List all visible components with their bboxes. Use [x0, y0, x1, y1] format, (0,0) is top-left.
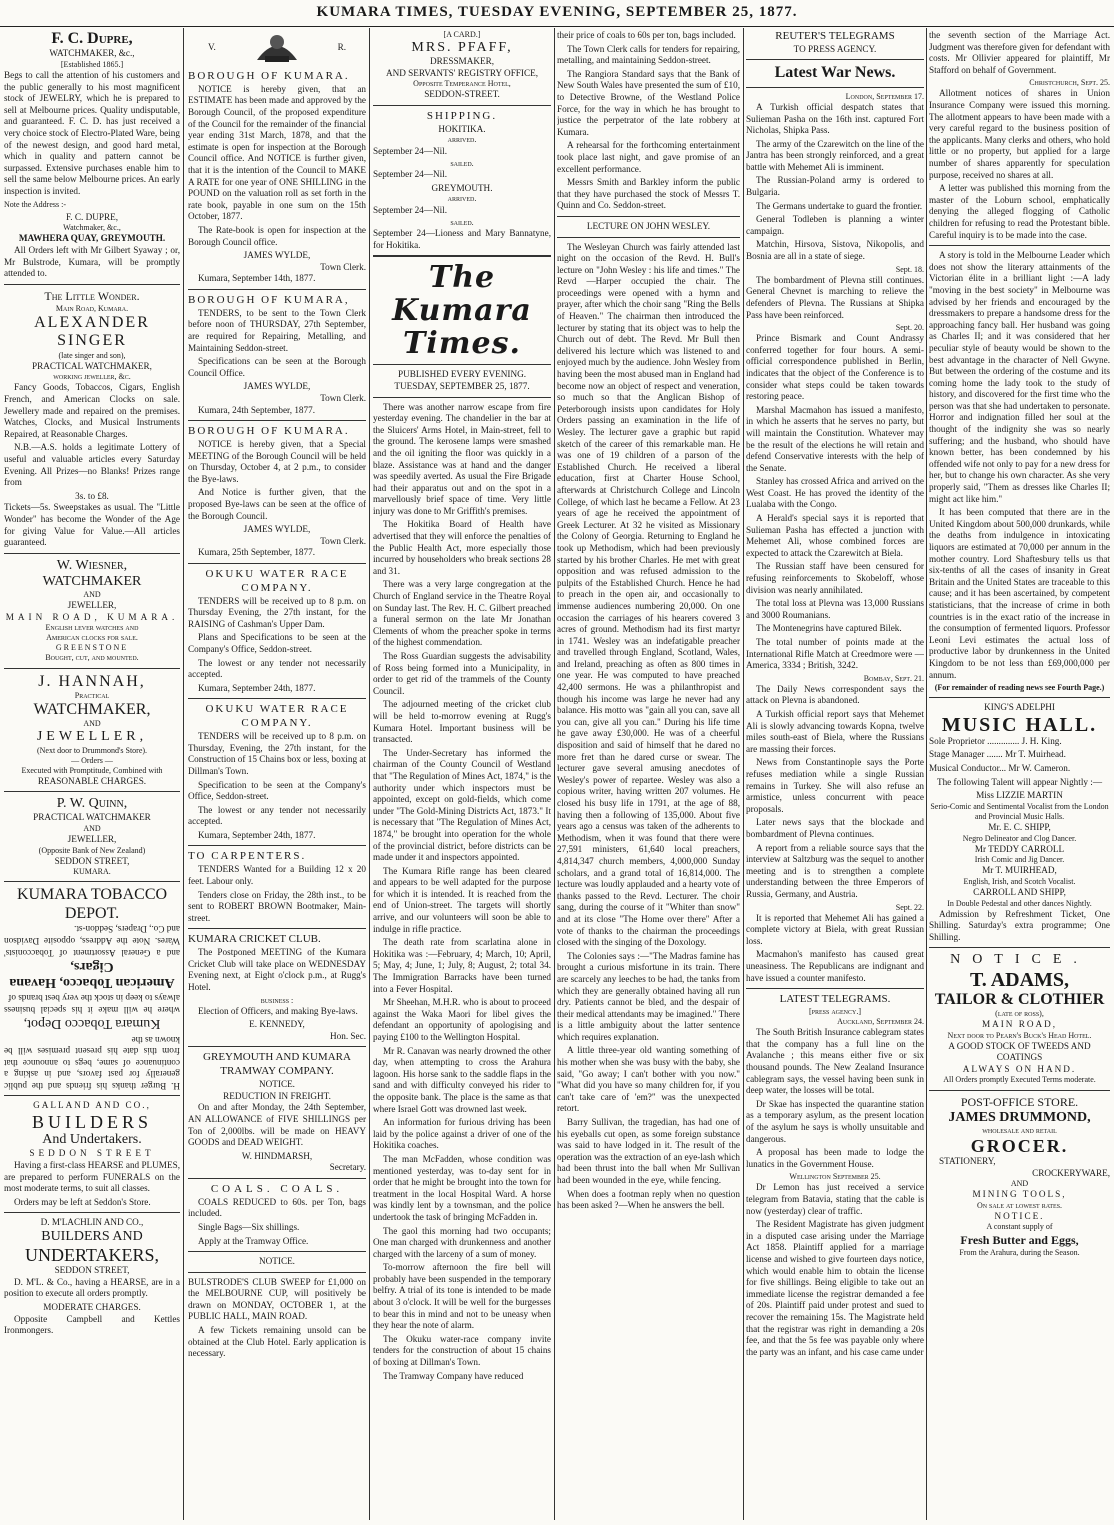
divider: [929, 947, 1110, 948]
news-paragraph: A proposal has been made to lodge the lunatics in the Government House.: [746, 1147, 924, 1169]
divider: [188, 420, 366, 421]
notice-text: Tenders close on Friday, the 28th inst., to be sent to ROBERT BROWN Bootmaker, Main-street.: [188, 889, 366, 923]
dateline: Sept. 22.: [895, 902, 924, 912]
ad-hall-title: KING'S ADELPHI: [984, 702, 1055, 713]
divider: [188, 1272, 366, 1273]
ad-pfaff-trade: DRESSMAKER,: [429, 56, 495, 67]
shipping-label: arrived.: [447, 194, 477, 204]
news-paragraph: The death rate from scarlatina alone in Hokitika was :—February, 4; March, 10; April, 5; May, 4; June, 1; July, 8; August, 2; total 34. The Immigration Barracks have been turned into a Fever Hospital.: [373, 937, 551, 994]
ad-po-title: POST-OFFICE STORE.: [960, 1094, 1079, 1109]
notice-title: GREYMOUTH AND KUMARA TRAMWAY COMPANY.: [203, 1051, 351, 1078]
ad-singer-trade2: working jeweller, &c.: [53, 372, 131, 382]
card-label: [A CARD.]: [443, 30, 481, 39]
crest-letter: R.: [337, 42, 346, 52]
ad-tobacco-text: where he will make it his special business always to keep in stock the very best brands of: [4, 993, 180, 1016]
ad-galland-addr: SEDDON STREET: [29, 1148, 155, 1159]
ad-dupre-addr: Watchmaker, &c.,: [63, 223, 121, 233]
news-paragraph: A rehearsal for the forthcoming entertainment took place last night, and gave promise of an excellent performance.: [557, 140, 740, 174]
notice-title: OKUKU WATER RACE COMPANY.: [205, 703, 349, 730]
column-5: [746, 30, 924, 1520]
notice-heading: NOTICE.: [950, 952, 1089, 968]
news-paragraph: The adjourned meeting of the cricket club will be held to-morrow evening at Rugg's Kumara Hotel. Important business will be transacted.: [373, 699, 551, 745]
ad-wiesner-line: Bought, cut, and mounted.: [45, 653, 139, 663]
notice-title: BOROUGH OF KUMARA,: [188, 293, 350, 306]
news-paragraph: Macmahon's manifesto has caused great uneasiness. The Republicans are indignant and have issued a counter manifesto.: [746, 949, 924, 983]
notice-title: OKUKU WATER RACE COMPANY.: [205, 567, 349, 594]
news-paragraph: The Russian staff have been censured for refusing reinforcements to Skobeloff, whose division was nearly annihilated.: [746, 561, 924, 595]
ad-po-grocer: GROCER.: [970, 1135, 1069, 1156]
news-paragraph: To-morrow afternoon the fire bell will probably have been suspended in the temporary belfry. A trial of its tone is intended to be made about 3 o'clock. It will be well for the burgesses to bear this in mind and not to be uneasy when they hear the note of alarm.: [373, 1262, 551, 1331]
divider: [4, 553, 180, 554]
ad-hall-staff: Musical Conductor... Mr W. Cameron.: [929, 763, 1071, 773]
notice-title: BOROUGH OF KUMARA.: [188, 425, 350, 438]
ad-dupre-addr: F. C. DUPRE,: [65, 211, 119, 222]
ad-singer-prize: 3s. to £8.: [75, 490, 109, 501]
section-heading: LECTURE ON JOHN WESLEY.: [586, 220, 711, 231]
shipping-label: arrived.: [447, 135, 477, 145]
ad-pfaff-addr: Opposite Temperance Hotel,: [413, 79, 511, 89]
ad-hannah-trade: WATCHMAKER,: [33, 700, 151, 718]
notice-signature: E. KENNEDY,: [249, 1019, 305, 1030]
divider: [4, 668, 180, 669]
news-paragraph: Prince Bismark and Count Andrassy conferred together for four hours. A semi-official correspondence published in Berlin, indicates that the object of the Conference is to consider what steps could be taken towards restoring peace.: [746, 333, 924, 402]
news-paragraph: Stanley has crossed Africa and arrived on the West Coast. He has proved the identity of the Lualaba with the Congo.: [746, 476, 924, 510]
shipping-label: sailed.: [450, 159, 474, 169]
section-subheading: TO PRESS AGENCY.: [793, 43, 877, 54]
ad-adams-hand: ALWAYS ON HAND.: [962, 1063, 1077, 1074]
divider: [188, 928, 366, 929]
divider: [188, 698, 366, 699]
news-paragraph: A letter was published this morning from the master of the Loburn school, emphatically denying the alleged flogging of Catholic children for refusing to read the Protestant bible. Careful inquiry is to be made into the case.: [929, 183, 1110, 240]
royal-crest-icon: [247, 30, 307, 64]
ad-po-stat: STATIONERY,: [939, 1155, 996, 1166]
ad-po-from: From the Arahura, during the Season.: [959, 1247, 1080, 1257]
ad-tobacco-text: Kumara Tobacco Depot,: [23, 1016, 161, 1032]
ad-hannah-name: J. HANNAH,: [38, 672, 146, 690]
news-paragraph: The total number of points made at the International Rifle Match at Creedmore were —America, 3334 ; British, 3242.: [746, 637, 924, 671]
divider: [4, 791, 180, 792]
ad-hannah-trade2: JEWELLER,: [36, 729, 148, 745]
ad-quinn-opp: (Opposite Bank of New Zealand): [38, 845, 146, 855]
ad-tobacco-upside-down: [4, 923, 180, 1091]
news-paragraph: Dr Skae has inspected the quarantine station as a temporary asylum, as the present location of the asylum he says is wholly unsuitable and dangerous.: [746, 1098, 924, 1144]
news-paragraph: It has been computed that there are in the United Kingdom about 500,000 drunkards, while the deaths from indulgence in intoxicating liquors are estimated at 70,000 per annum in the mother country. Lord Shaftesbury tells us that six-tenths of all the cases of insanity in Great Britain and the United States are traceable to this cause; and it has been ascertained, by competent statisticians, that the increase of crime in both countries is in the exact ratio of the increase in the consumption of fermented liquors. Professor Leoni Levi estimates the actual loss of productive labor by drunkenness in the United Kingdom to be not less than £69,000,000 per annum.: [929, 507, 1110, 680]
divider: [188, 563, 366, 564]
newspaper-title: The Kumara Times.: [392, 260, 532, 362]
notice-heading: REDUCTION IN FREIGHT.: [223, 1090, 331, 1101]
notice-text: NOTICE is hereby given, that a Special MEETING of the Borough Council will be held on Thursday, October 4, at 2 p.m., to consider the Bye-laws.: [188, 439, 366, 484]
news-paragraph: The Okuku water-race company invite tenders for the construction of about 15 chains of boxing at Dillman's Town.: [373, 1333, 551, 1368]
news-paragraph: A Herald's special says it is reported that Sulieman Pasha has effected a junction with Mehemet Ali, whose combined forces are expected to attack the Czarewitch at Biela.: [746, 513, 924, 558]
notice-text: Specifications can be seen at the Borough Council Office.: [188, 356, 366, 378]
ad-quinn-trade2: JEWELLER,: [67, 834, 117, 845]
ad-hannah-and: AND: [83, 719, 101, 729]
divider: [4, 284, 180, 285]
ad-wiesner-line: English lever watches and: [45, 623, 139, 633]
ad-dupre-trade: WATCHMAKER, &c.,: [49, 48, 135, 59]
ad-adams-next: Next door to Pearn's Buck's Head Hotel.: [947, 1030, 1092, 1040]
divider: [188, 289, 366, 290]
news-paragraph: Dr Lemon has just received a service telegram from Batavia, stating that the cable is now (yesterday) clear of traffic.: [746, 1182, 924, 1216]
column-rule: [743, 28, 744, 1520]
newspaper-subtitle: PUBLISHED EVERY EVENING.: [397, 369, 527, 380]
news-paragraph: A report from a reliable source says that the interview at Saltzburg was the sequel to another meeting and is to strengthen a complete understanding between the three Emperors of Russia, Germany, and Austria.: [746, 842, 924, 899]
notice-signature: JAMES WYLDE,: [243, 524, 311, 535]
dateline: Sept. 20.: [895, 323, 924, 333]
notice-date: Kumara, September 24th, 1877.: [198, 829, 316, 840]
ad-hannah-exec: Executed with Promptitude, Combined with: [21, 765, 163, 775]
news-paragraph: When does a footman reply when no question has been asked ?—When he answers the bell.: [557, 1188, 740, 1211]
ad-mlachlin-trade: BUILDERS AND: [41, 1228, 143, 1244]
ad-po-notice: NOTICE.: [994, 1210, 1045, 1221]
notice-text: TENDERS will be received up to 8 p.m. on Thursday, Evening, the 27th instant, for the Construction of 15 Chains box or less, boxing at Dillman's Town.: [188, 731, 366, 776]
ad-mlachlin-charges: MODERATE CHARGES.: [43, 1301, 141, 1312]
shipping-line: September 24—Nil.: [373, 145, 447, 156]
notice-title: COALS. COALS.: [210, 1182, 344, 1195]
news-paragraph: A little three-year old wanting something of his mother when she was busy with the baby, she said, "Go away; I can't bother with you now." "What did you have so many children for, if you can't take care of 'em?" was the unexpected retort.: [557, 1045, 740, 1114]
notice-text: The lowest or any tender not necessarily accepted.: [188, 657, 366, 680]
ad-adams-orders: All Orders promptly Executed Terms moderate.: [943, 1075, 1096, 1085]
section-subheading: [press agency.]: [808, 1007, 861, 1017]
column-6: [929, 30, 1110, 1520]
news-paragraph: Mr R. Canavan was nearly drowned the other day, when attempting to cross the Arahura lagoon. His horse sank to the saddle flaps in the sand and with difficulty conveyed his rider to the opposite bank. The place is the same as that where Israel Gott was drowned last week.: [373, 1045, 551, 1114]
news-paragraph: The gaol this morning had two occupants; One man charged with drunkenness and another charged with the larceny of a sum of money.: [373, 1225, 551, 1259]
ad-galland-orders: Orders may be left at Seddon's Store.: [14, 1196, 151, 1207]
divider: [929, 245, 1110, 246]
ad-hall-artist: Mr. E. C. SHIPP,: [988, 821, 1051, 832]
divider: [929, 697, 1110, 698]
ad-singer-nb: N.B.—A.S. holds a legitimate Lottery of useful and valuable articles every Saturday Evening. All Prizes—no Blanks! Prizes range from: [4, 442, 180, 488]
notice-text: business :: [260, 995, 294, 1005]
column-rule: [183, 28, 184, 1520]
news-paragraph: Mr Sheehan, M.H.R. who is about to proceed against the Waka Maori for libel gives the defendant an opportunity of apologising and paying £100 to the Wellington Hospital.: [373, 997, 551, 1043]
ad-tobacco-text: H. Burger thanks his friends and the public generally for past favors, and in asking a continuance of same, begs to announce that from this date his present premises will be known as the: [4, 1035, 180, 1092]
ad-singer-trade: PRACTICAL WATCHMAKER,: [32, 360, 152, 371]
news-paragraph: The army of the Czarewitch on the line of the Jantra has been strongly reinforced, and a great battle with Mehemet Ali is imminent.: [746, 138, 924, 172]
notice-text: NOTICE is hereby given, that an ESTIMATE has been made and approved by the Borough Council, of the proposed expenditure of the Council for the remainder of the financial year ending 31st March, 1878, and that the estimate is open for inspection at the Borough Council office. And NOTICE is further given, that it is the intention of the Council to MAKE A RATE for one year of ONE SHILLING in the POUND on the valuation roll as set forth in the rate book, payable in one sum on the 15th October, 1877.: [188, 83, 366, 222]
ad-wiesner-trade: WATCHMAKER: [42, 573, 142, 589]
dateline: Sept. 18.: [895, 264, 924, 274]
shipping-line: September 24—Nil.: [373, 204, 447, 215]
ad-hall-artist: Miss LIZZIE MARTIN: [976, 790, 1063, 801]
ad-pfaff-trade2: AND SERVANTS' REGISTRY OFFICE,: [385, 67, 539, 78]
ad-galland-trade: BUILDERS: [31, 1112, 152, 1133]
divider: [4, 1095, 180, 1096]
ad-wiesner-trade2: JEWELLER,: [67, 600, 117, 611]
shipping-label: sailed.: [450, 218, 474, 228]
ad-mlachlin-opp: Opposite Campbell and Kettles Ironmongers.: [4, 1313, 180, 1336]
divider: [929, 1090, 1110, 1091]
notice-text: Plans and Specifications to be seen at the Company's Office, Seddon-street.: [188, 632, 366, 655]
ad-po-crock: CROCKERYWARE,: [1032, 1167, 1110, 1178]
divider: [373, 364, 551, 365]
notice-date: Kumara, 24th September, 1877.: [198, 404, 316, 415]
news-paragraph: A Turkish official report says that Mehemet Ali is slowly advancing towards Kopna, twelve miles south-east of Biela, where the Russians are massing their forces.: [746, 709, 924, 754]
notice-signature: W. HINDMARSH,: [241, 1150, 313, 1161]
column-4: [557, 30, 740, 1520]
notice-text: BULSTRODE'S CLUB SWEEP for £1,000 on the MELBOURNE CUP, will positively be drawn on MONDAY, OCTOBER 1, at the PUBLIC HALL, MAIN ROAD.: [188, 1276, 366, 1322]
news-paragraph: The Germans undertake to guard the frontier.: [756, 200, 923, 211]
ad-hall-artist: CARROLL AND SHIPP,: [973, 886, 1066, 897]
notice-text: The Rate-book is open for inspection at the Borough Council office.: [188, 224, 366, 247]
news-paragraph: The bombardment of Plevna still continues. General Chevnet is marching to relieve the defenders of Plevna. The Russians at Shipka Pass have been reinforced.: [746, 274, 924, 320]
divider: [4, 1212, 180, 1213]
notice-heading: NOTICE.: [259, 1079, 295, 1090]
news-paragraph: The Town Clerk calls for tenders for repairing, metalling, and maintaining Seddon-street.: [557, 43, 740, 66]
ad-wiesner-and: AND: [83, 589, 101, 599]
ad-hall-staff: Sole Proprietor .............. J. H. King.: [929, 735, 1062, 746]
divider: [557, 237, 740, 238]
notice-date: Kumara, September 14th, 1877.: [198, 273, 316, 284]
news-paragraph: The Wesleyan Church was fairly attended last night on the occasion of the Revd. H. Bull's lecture on "John Wesley : his life and times." The Revd —Harper occupied the chair. The proceedings were opened with a hymn and prayer, after which the choir sang "Ring the Bells of Heaven." The chairman then introduced the lecturer by stating that its object was to help the Church out of debt. The Revd. Mr Bull then delivered his lecture which was listened to and enjoyed much by the audience. John Wesley from having been the most abused man in England had become now an object of respect and veneration, so much so that the Anglican Bishop of Peterborough insists upon candidates for Holy Orders passing an examination in the life of Wesley. The lecturer gave a graphic but rapid sketch of the career of this remarkable man. He was one of 19 children of a parson of the Established Church. He received a liberal education, first at Charter House School, afterwards at Christchurch College and Lincoln College, of which last he became a Fellow. At 23 years of age he received the appointment of Greek Lecturer. At 32 he visited as Missionary the Colony of Georgia. Returning to England he took up Methodism, which had been previously started by his brother Charles. He met with great opposition and was refused admission to the pulpits of the Established Church. Hence he had to preach in the open air, and occasionally to immense audiences numbering 20,000. On one occasion the carriages of his hearers covered 3 acres of ground. Methodism had its first martyr in 1741. Wesley was an indefatigable preacher and travelled through England, Scotland, Wales, and Ireland, preaching as often as 800 times in one year. He was computed to have preached 42,400 sermons. He was a philanthropist and though his income was large he never had any balance. His motto was "gain all you can, save all you can, give all you can." During his life time he gave away £30,000. He was of a cheerful disposition and said of himself that he dared no more fret than he dared curse or swear. The lecturer gave several amusing anecdotes of Wesley's power of repartee. Wesley was also a copious writer, having written 207 volumes. He closed his busy life in 1791, at the age of 88, having then a following of 135,000. About five years ago a census was taken of the adherents to Methodism, when it was found that there were 27,591 ministers, 61,640 local preachers, 4,814,347 church members, 4,000,000 Sunday scholars, and a grand total of 16,814,000. The lecture was loudly applauded and a hearty vote of thanks passed to the Revd. Lecturer. The choir sang, during the course of it "Whiter than snow" and at its close "The Home over there" After a vote of thanks to the chairman the proceedings closed with the singing of the Doxology.: [557, 241, 740, 948]
notice-text: TENDERS will be received up to 8 p.m. on Thursday Evening, the 27th instant, for the RAISING of Cashman's Upper Dam.: [188, 595, 366, 629]
ad-hall-admission: Admission by Refreshment Ticket, One Shilling. Saturday's extra programme; One Shilling.: [929, 908, 1110, 942]
divider: [188, 845, 366, 846]
ad-hall-artist-desc: In Double Pedestal and other dances Nightly.: [947, 898, 1092, 908]
news-paragraph: Barry Sullivan, the tragedian, has had one of his eyeballs cut open, as some foreign substance was said to have lodged in it. The result of the operation was the extraction of an eye-lash which had been thrust into the ball when Mr Sullivan had been wounded in the eye, while fencing.: [557, 1117, 740, 1185]
ad-mlachlin-trade2: UNDERTAKERS,: [25, 1244, 159, 1265]
royal-crest: [188, 30, 366, 70]
ad-hall-artist-desc: English, Irish, and Scotch Vocalist.: [963, 876, 1076, 886]
ad-po-and: AND: [1010, 1179, 1029, 1189]
ad-wiesner-line: GREENSTONE: [55, 643, 129, 653]
ad-singer-name: ALEXANDER SINGER: [34, 313, 150, 350]
notice-role: Secretary.: [329, 1162, 366, 1173]
shipping-line: September 24—Nil.: [373, 169, 447, 180]
divider: [188, 1251, 366, 1252]
divider: [188, 1046, 366, 1047]
masthead-rule: [0, 26, 1114, 27]
ad-adams-addr: MAIN ROAD,: [981, 1018, 1058, 1029]
ad-quinn-town: KUMARA.: [73, 867, 111, 877]
ad-hannah-addr: (Next door to Drummond's Store).: [36, 745, 148, 755]
ad-galland-text: Having a first-class HEARSE and PLUMES, are prepared to perform FUNERALS on the most moderate terms, to suit all classes.: [4, 1159, 180, 1194]
ad-adams-trade: TAILOR & CLOTHIER: [934, 990, 1105, 1008]
divider: [188, 1178, 366, 1179]
news-paragraph: The Daily News correspondent says the attack on Plevna is abandoned.: [746, 683, 924, 706]
ad-po-sale: On sale at lowest rates.: [976, 1200, 1063, 1210]
ad-hall-artist-desc: Negro Delineator and Clog Dancer.: [962, 833, 1077, 843]
notice-signature: JAMES WYLDE,: [243, 381, 311, 392]
news-paragraph: Later news says that the blockade and bombardment of Plevna continues.: [746, 817, 924, 839]
ad-hall-artist: Mr TEDDY CARROLL: [974, 843, 1065, 854]
divider: [746, 988, 924, 989]
notice-title: BOROUGH OF KUMARA.: [188, 70, 350, 82]
ad-pfaff-addr: SEDDON-STREET.: [424, 89, 500, 100]
ad-hall-artist: Mr T. MUIRHEAD,: [982, 865, 1057, 876]
ad-dupre-orders: All Orders left with Mr Gilbert Syaway ; or, Mr Bulstrode, Kumara, will be promptly attended to.: [4, 244, 180, 279]
notice-text: The lowest or any tender not necessarily accepted.: [188, 804, 366, 827]
ad-quinn-name: P. W. Quinn,: [56, 796, 128, 812]
news-paragraph: The Montenegrins have captured Bilek.: [756, 623, 902, 634]
news-paragraph: A Turkish official despatch states that Sulieman Pasha on the 16th inst. captured Fort Nicholas, Shipka Pass.: [746, 101, 924, 136]
news-paragraph: Marshal Macmahon has issued a manifesto, in which he asserts that he serves no party, but will maintain the Constitution. Whatever may be the result of the elections he will retain and defend Conservative interests with the help of the Senate.: [746, 404, 924, 473]
ad-dupre-text: Begs to call the attention of his customers and the public generally to his most magnificent stock of JEWELRY, which he is prepared to sell at Melbourne prices. Quality undisputable, and guaranteed. F. C. D. has just received a very choice stock of Electro-Plated Ware, being of the newest design, and good hard metal, which in quality and pattern cannot be surpassed. Extensive purchases enable him to sell the same below Melbourne prices. An early inspection is invited.: [4, 70, 180, 196]
news-paragraph: The Tramway Company have reduced: [383, 1370, 524, 1381]
news-paragraph: Messrs Smith and Barkley inform the public that they have purchased the stock of Messrs T. Quinn and Co. Seddon-street.: [557, 177, 740, 211]
news-paragraph: The total loss at Plevna was 13,000 Russians and 3000 Roumanians.: [746, 598, 924, 620]
news-paragraph: Allotment notices of shares in Union Insurance Company were issued this morning. The allotment appears to have been made with a very careful regard to the business position of the applicants. Many clerks and others, who hold little or no property, but applied for a large number of shares apparently for speculation purpose, received no shares at all.: [929, 88, 1110, 180]
divider: [746, 87, 924, 88]
news-paragraph: There was a very large congregation at the Church of England service in the Theatre Royal on Sunday last. The Rev. H. C. Gilbert preached a funeral sermon on the late Mr Jonathan Clements of whom the preacher spoke in terms of the highest commendation.: [373, 579, 551, 648]
news-paragraph: The Resident Magistrate has given judgment in a disputed case arising under the Marriage Act 1858. Plaintiff applied for a marriage license and wished to give fourteen days notice, which would enable him to obtain the license for five shillings. Being eligible to take out an immediate license the registrar demanded a fee of 20s. Plaintiff paid under protest and sued to recover the remaining 15s. The Magistrate held that the registrar was right in demanding a 20s fee, and that the 5s fee was payable only where the party was an infant, and his case came under: [746, 1219, 924, 1357]
ad-singer-late: (late singer and son),: [58, 350, 126, 360]
ad-hall-staff: Stage Manager ....... Mr T. Muirhead.: [929, 749, 1066, 760]
dateline: London, September 17.: [845, 91, 924, 101]
section-heading: Latest War News.: [774, 64, 896, 82]
notice-text: Specification to be seen at the Company's Office, Seddon-street.: [188, 779, 366, 802]
news-paragraph: The South British Insurance cablegram states that the company has a full line on the Avalanche ; this means either five or six thousand pounds. The New Zealand Insurance cablegram says, the vessel having been sunk in deep water, the losses will be total.: [746, 1027, 924, 1096]
news-paragraph: the seventh section of the Marriage Act. Judgment was therefore given for defendant with costs. Mr Ollivier appeared for plaintiff, Mr Stafford on behalf of Government.: [929, 30, 1110, 75]
column-2: [188, 30, 366, 1520]
divider: [373, 397, 551, 398]
shipping-title: SHIPPING.: [426, 110, 498, 123]
column-rule: [926, 28, 927, 1520]
ad-quinn-trade: PRACTICAL WATCHMAKER: [33, 812, 151, 823]
news-paragraph: There was another narrow escape from fire yesterday evening. The chandelier in the bar at the Sluicers' Arms Hotel, in Main-street, fell to the ground. The kerosene lamps were smashed and the oil igniting the floor was quickly in a blaze. Assistance was at hand and the danger was speedily averted. As usual the Fire Brigade had their apparatus out and on the spot in a marvellously brief space of time. Very little injury was done to Mr Griffith's premises.: [373, 401, 551, 516]
notice-text: And Notice is further given, that the proposed Bye-laws can be seen at the office of the Borough Council.: [188, 487, 366, 521]
notice-text: A few Tickets remaining unsold can be obtained at the Club Hotel. Early application is necessary.: [188, 1325, 366, 1359]
ad-dupre-addr: MAWHERA QUAY, GREYMOUTH.: [18, 233, 166, 244]
ad-wiesner-name: W. Wiesner,: [56, 557, 128, 573]
ad-po-supply: A constant supply of: [986, 1222, 1053, 1232]
ad-mlachlin-name: D. M'LACHLIN AND CO.,: [40, 1217, 144, 1228]
ad-singer-tickets: Tickets—5s. Sweepstakes as usual. The "Little Wonder" has become the Wonder of the Age for giving Value for Value.—All articles guaranteed.: [4, 502, 180, 548]
column-rule: [369, 28, 370, 1520]
news-paragraph: The man McFadden, whose condition was mentioned yesterday, was to-day sent for in order that he might be brought into the town for treatment in the local Hospital Ward. A horse was kindly lent by a townsman, and the police undertook the task of bringing McFadden in.: [373, 1153, 551, 1222]
notice-role: Hon. Sec.: [330, 1030, 366, 1041]
crest-letter: V.: [208, 42, 216, 52]
ad-dupre-name: F. C. Dupre,: [51, 30, 133, 47]
ad-quinn-addr: SEDDON STREET,: [54, 855, 130, 866]
news-paragraph: General Todleben is planning a winter campaign.: [746, 214, 924, 236]
news-paragraph: The Under-Secretary has informed the chairman of the County Council of Westland that "The Regulation of Mines Act, 1874," is the authority under which inspectors must be appointed, except on gold-fields, which come under "The Gold-Mining Districts Act, 1873." It is necessary that "The Regulation of Mines Act, 1874," be brought into operation for the whole of the provincial district, before districts can be made under it and inspectors appointed.: [373, 747, 551, 863]
news-paragraph: An information for furious driving has been laid by the police against a driver of one of the Hokitika coaches.: [373, 1117, 551, 1151]
notice-text: TENDERS, to be sent to the Town Clerk before noon of THURSDAY, 27th September, are required for Repairing, Metalling, and Maintaining Seddon-street.: [188, 307, 366, 353]
continuation-note: (For remainder of reading news see Fourth Page.): [934, 683, 1105, 693]
news-paragraph: The Kumara Rifle range has been cleared and appears to be well adapted for the purpose for which it is intended. It is reached from the end of Union-street. The targets will shortly arrive, and our volunteers will soon be able to indulge in rifle practice.: [373, 865, 551, 934]
ad-adams-late: (late of ross),: [995, 1008, 1044, 1018]
ad-wonder-sub: Main Road, Kumara.: [55, 303, 129, 313]
shipping-port: HOKITIKA.: [438, 123, 486, 134]
notice-text: Election of Officers, and making Bye-laws.: [198, 1005, 358, 1016]
ad-tobacco-title: KUMARA TOBACCO DEPOT.: [16, 886, 168, 922]
dateline: Wellington September 25.: [789, 1172, 881, 1182]
ad-tobacco-text: American Tobacco, Havana Cigars,: [9, 959, 175, 991]
news-paragraph: News from Constantinople says the Porte refuses mediation while a single Russian remains in Turkey. She will also refuse an armistice, unless concurrent with peace proposals.: [746, 757, 924, 814]
notice-text: Single Bags—Six shillings.: [198, 1221, 300, 1232]
ad-mlachlin-addr: SEDDON STREET,: [54, 1265, 130, 1276]
notice-role: Town Clerk.: [320, 535, 366, 546]
ad-hall-artist-desc: Irish Comic and Jig Dancer.: [974, 855, 1065, 865]
ad-wiesner-addr: MAIN ROAD, KUMARA.: [5, 611, 179, 622]
news-paragraph: The Colonies says :—"The Madras famine has brought a curious misfortune in its train. There are scarcely any leeches to be had, the tanks from which they are generally obtained having all run dry. Patients cannot be bled, and the despair of their medical attendants may be imagined." There is a little ambiguity about the latter sentence which requires explanation.: [557, 950, 740, 1042]
divider: [557, 216, 740, 217]
notice-date: Kumara, September 24th, 1877.: [198, 682, 316, 693]
column-3: [373, 30, 551, 1520]
ad-hannah-prac: Practical: [74, 690, 110, 700]
notice-text: The Postponed MEETING of the Kumara Cricket Club will take place on WEDNESDAY Evening next, at Eight o'clock p.m., at Rugg's Hotel.: [188, 947, 366, 992]
ad-po-name: JAMES DRUMMOND,: [948, 1109, 1091, 1125]
ad-mlachlin-text: D. M'L. & Co., having a HEARSE, are in a position to execute all orders promptly.: [4, 1276, 180, 1299]
shipping-port: GREYMOUTH.: [431, 182, 493, 193]
column-1: [4, 30, 180, 1520]
dateline: Auckland, September 24.: [837, 1017, 924, 1027]
ad-adams-name: T. ADAMS,: [969, 968, 1070, 991]
dateline: Bombay, Sept. 21.: [863, 673, 924, 683]
news-paragraph: The Hokitika Board of Health have advertised that they will enforce the penalties of the Public Health Act, more especially those incurred by householders who break sections 28 and 31.: [373, 519, 551, 576]
notice-text: COALS REDUCED to 60s. per Ton, bags included.: [188, 1196, 366, 1219]
masthead: KUMARA TIMES, TUESDAY EVENING, SEPTEMBER 25, 1877.: [316, 4, 798, 20]
ad-dupre-note: Note the Address :-: [4, 199, 66, 209]
ad-po-butter: Fresh Butter and Eggs,: [960, 1232, 1079, 1247]
ad-galland-trade2: And Undertakers.: [42, 1132, 142, 1148]
ad-singer-text: Fancy Goods, Tobaccos, Cigars, English French, and American Clocks on sale. Jewellery made and repaired on the premises. Watches, Clocks, and Musical Instruments Repaired, at Reasonable Charges.: [4, 382, 180, 439]
ad-hall-name: MUSIC HALL.: [941, 713, 1098, 736]
newspaper-date: TUESDAY, SEPTEMBER 25, 1877.: [394, 380, 530, 391]
ad-po-whole: wholesale and retail: [982, 1125, 1057, 1135]
news-paragraph: Matchin, Hirsova, Sistova, Nikopolis, and Bosnia are all in a state of siege.: [746, 239, 924, 262]
ad-pfaff-name: MRS. PFAFF,: [411, 40, 513, 56]
section-heading: LATEST TELEGRAMS.: [779, 993, 891, 1006]
dateline: Christchurch, Sept. 25.: [1029, 78, 1110, 88]
divider: [373, 255, 551, 257]
notice-text: On and after Monday, the 24th September, AN ALLOWANCE of FIVE SHILLINGS per Ton of 2,000lbs. will be made on HEAVY GOODS and DEAD WEIGHT.: [188, 1102, 366, 1148]
divider: [373, 105, 551, 106]
ad-hannah-orders: — Orders —: [71, 755, 113, 765]
ad-wiesner-line: American clocks for sale.: [46, 633, 138, 643]
notice-role: Town Clerk.: [320, 261, 366, 272]
ad-wonder-title: The Little Wonder.: [44, 288, 140, 303]
section-heading: REUTER'S TELEGRAMS: [775, 30, 895, 42]
notice-role: Town Clerk.: [320, 392, 366, 403]
news-paragraph: The Ross Guardian suggests the advisability of Ross being formed into a Municipality, in order to get rid of the trammels of the County Council.: [373, 651, 551, 696]
ad-dupre-est: [Established 1865.]: [60, 59, 124, 69]
divider: [746, 59, 924, 60]
news-paragraph: The Russian-Poland army is ordered to Bulgaria.: [746, 175, 924, 198]
notice-title: KUMARA CRICKET CLUB.: [188, 933, 321, 946]
ad-adams-stock: A GOOD STOCK OF TWEEDS AND COATINGS: [948, 1040, 1091, 1063]
column-rule: [554, 28, 555, 1520]
notice-signature: JAMES WYLDE,: [243, 250, 311, 261]
shipping-line: September 24—Lioness and Mary Bannatyne, for Hokitika.: [373, 228, 551, 250]
ad-quinn-and: AND: [83, 824, 101, 834]
notice-date: Kumara, 25th September, 1877.: [198, 547, 316, 558]
ad-tobacco-text: and a General Assortment of Tobacconists' Wares. Note the Address, opposite Davidson and Co., Drapers, Seddon-st.: [4, 924, 180, 959]
notice-text: Apply at the Tramway Office.: [198, 1235, 309, 1246]
news-paragraph: their price of coals to 60s per ton, bags included.: [557, 30, 736, 40]
notice-text: TENDERS Wanted for a Building 12 x 20 feet. Labour only.: [188, 864, 366, 886]
ad-hall-artist-desc: Serio-Comic and Sentimental Vocalist from the London and Provincial Music Halls.: [930, 801, 1109, 821]
notice-heading: NOTICE.: [259, 1256, 295, 1267]
ad-hannah-charges: REASONABLE CHARGES.: [37, 775, 147, 786]
ad-galland-name: GALLAND AND CO.,: [33, 1100, 151, 1111]
news-paragraph: It is reported that Mehemet Ali has gained a complete victory at Biela, with great Russian loss.: [746, 912, 924, 946]
ad-po-mining: MINING TOOLS,: [972, 1189, 1067, 1200]
notice-title: TO CARPENTERS.: [188, 850, 307, 863]
ad-hall-text: The following Talent will appear Nightly :—: [936, 776, 1103, 787]
news-paragraph: A story is told in the Melbourne Leader which does not show the literary attainments of the Victorian élite in a brilliant light :—A lady "moving in the best society" in Melbourne was advised by her friends and encouraged by the dressmakers to prepare a handsome dress for the approaching fancy ball. Her husband was going as Charles II; and it was considered that her peculiar style of beauty would be shown to the best advantage in the character of Nell Gwyne. But between the ordering of the costume and its coming home the lady took to the study of history, and discovered for the first time who the person was that she had undertaken to personate. Horror and indignation filled her soul at the thought of the indignity she was so nearly suffering; and the husband, who should have known better, has been condemned by his offended wife not only to pay for a new dress for her, but to change his own character. As she very properly said, "Them as dresses like Charles II; might act like him.": [929, 250, 1110, 504]
news-paragraph: The Rangiora Standard says that the Bank of New South Wales have presented the sum of £10, to Detective Browne, of the Westland Police Force, for the way in which he has brought to justice the perpetrator of the late robbery at Kumara.: [557, 68, 740, 137]
divider: [4, 881, 180, 882]
